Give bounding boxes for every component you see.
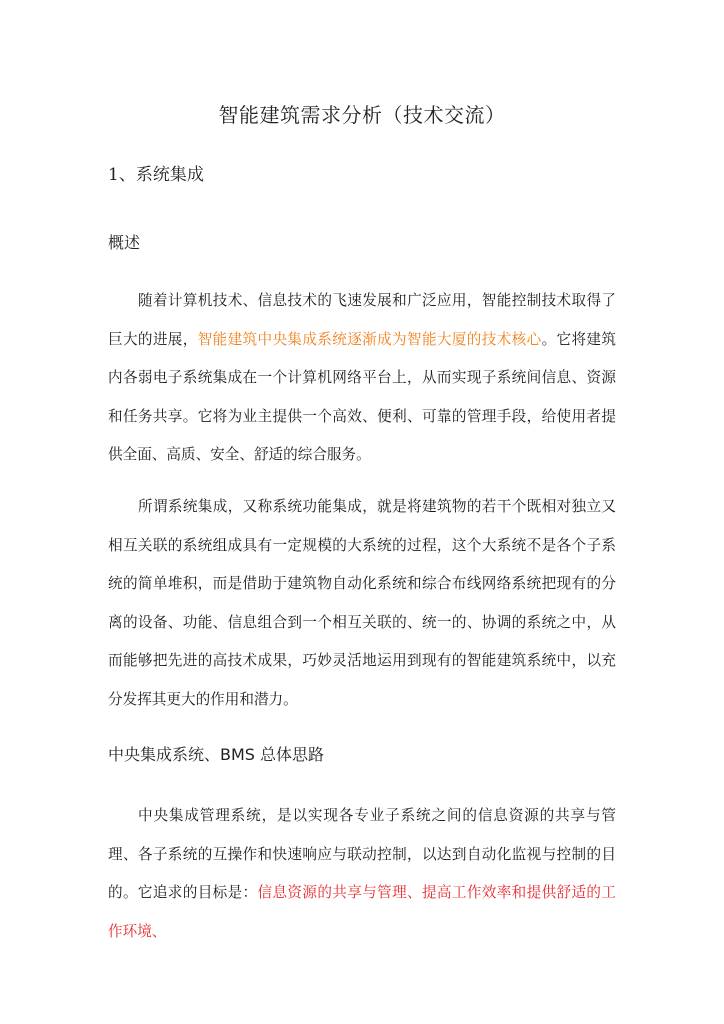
overview-p1-text-b: 。它将建筑内各弱电子系统集成在一个计算机网络平台上，从而实现子系统间信息、资源和任务共享。它将为业主提供一个高效、便利、可靠的管理手段，给使用者提供全面、高质、安全、舒适的综合服务。 (108, 330, 616, 464)
bms-p1-highlight: 信息资源的共享与管理、提高工作效率和提供舒适的工作环境、 (108, 884, 616, 940)
bms-paragraph-1 (108, 797, 616, 951)
document-title: 智能建筑需求分析（技术交流） (218, 103, 506, 127)
bms-p1-text-a: 中央集成管理系统，是以实现各专业子系统之间的信息资源的共享与管理、各子系统的互操作和快速响应与联动控制，以达到自动化监视与控制的目的。它追求的目标是： (108, 807, 616, 902)
overview-p1-highlight: 智能建筑中央集成系统逐渐成为智能大厦的技术核心 (197, 330, 542, 348)
overview-heading: 概述 (108, 233, 141, 252)
bms-heading: 中央集成系统、BMS 总体思路 (108, 745, 325, 764)
overview-paragraph-1 (108, 282, 616, 475)
overview-paragraph-2: 所谓系统集成，又称系统功能集成，就是将建筑物的若干个既相对独立又相互关联的系统组成具有一定规模的大系统的过程，这个大系统不是各个子系统的简单堆积，而是借助于建筑物自动化系统和综合布线网络系统把现有的分离的设备、功能、信息组合到一个相互关联的、统一的、协调的系统之中，从而能够把先进的高技术成果，巧妙灵活地运用到现有的智能建筑系统中，以充分发挥其更大的作用和潜力。 (108, 498, 616, 708)
overview-p1-text-a: 随着计算机技术、信息技术的飞速发展和广泛应用，智能控制技术取得了巨大的进展， (108, 292, 616, 348)
section-heading: 1、系统集成 (108, 165, 204, 185)
